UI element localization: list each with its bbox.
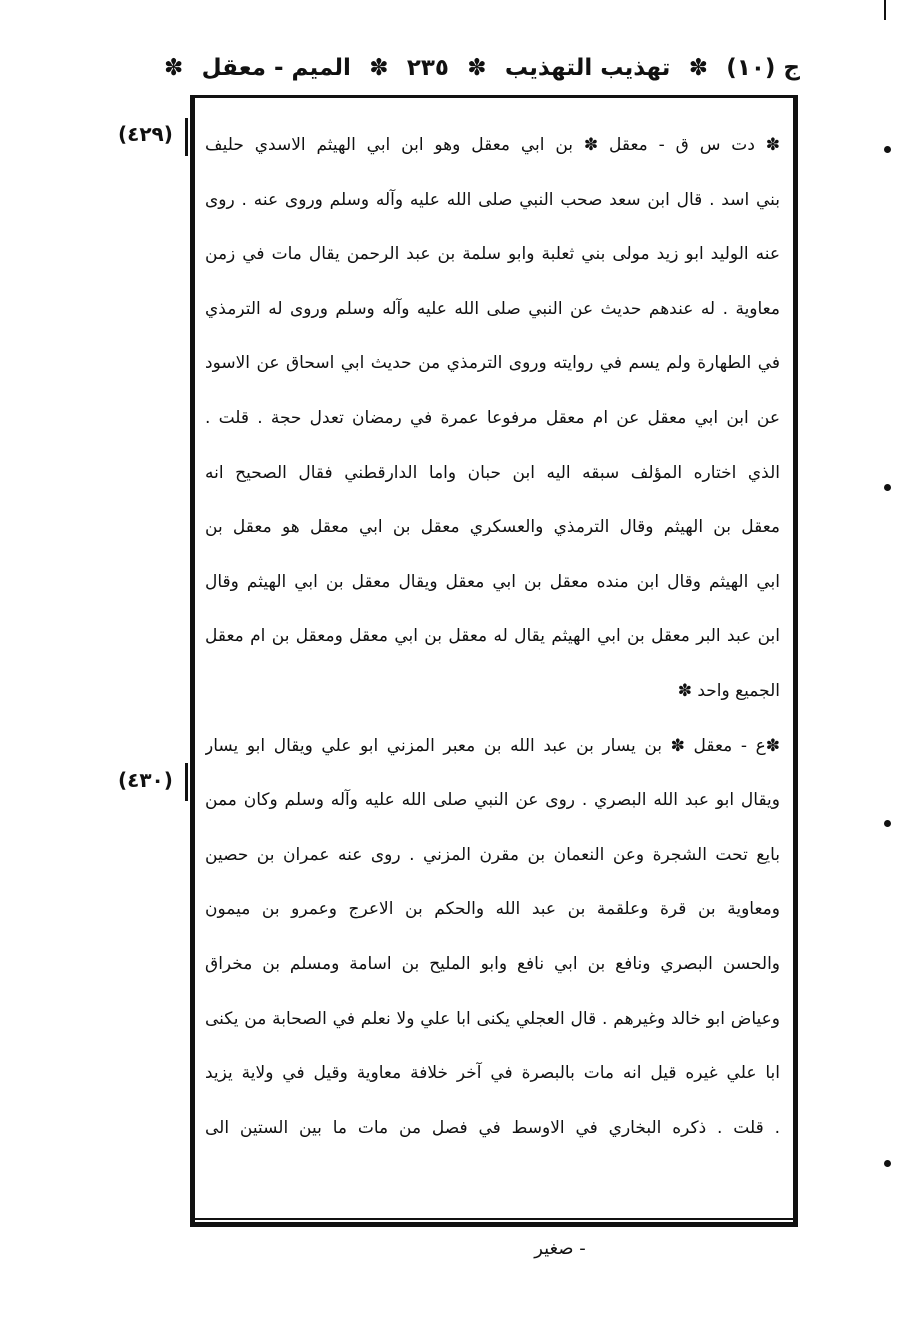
text-line: في الطهارة ولم يسم في روايته وروى الترمذي من حديث ابي اسحاق عن الاسود	[205, 353, 780, 374]
catchword: - صغير	[534, 1238, 586, 1259]
body-text	[205, 118, 780, 1155]
punch-hole-mark	[884, 146, 891, 153]
ornament-icon: ✽	[164, 55, 184, 81]
text-line: ويقال ابو عبد الله البصري . روى عن النبي صلى الله عليه وآله وسلم وكان ممن	[205, 790, 780, 811]
section-title: الميم - معقل	[201, 55, 351, 81]
text-line: عنه الوليد ابو زيد مولى بني ثعلبة وابو سلمة بن عبد الرحمن يقال مات في زمن	[205, 244, 780, 265]
text-line: ابا علي غيره قيل انه مات بالبصرة في آخر خلافة معاوية وقيل في ولاية يزيد	[205, 1063, 780, 1084]
volume-label: ج (١٠)	[726, 55, 800, 81]
text-line: ابي الهيثم وقال ابن منده معقل بن ابي معقل ويقال معقل بن ابي الهيثم وقال	[205, 571, 780, 592]
text-line: معقل بن الهيثم وقال الترمذي والعسكري معقل بن ابي معقل هو معقل بن	[205, 517, 780, 538]
punch-hole-mark	[884, 820, 891, 827]
book-title: تهذيب التهذيب	[504, 55, 671, 81]
text-line: الجميع واحد ✽	[677, 680, 780, 701]
text-line: عن ابن ابي معقل عن ام معقل مرفوعا عمرة في رمضان تعدل حجة . قلت .	[205, 407, 780, 428]
text-line: والحسن البصري ونافع بن ابي نافع وابو المليح بن اسامة ومسلم بن مخراق	[205, 953, 780, 974]
text-line: الذي اختاره المؤلف سبقه اليه ابن حبان واما الدارقطني فقال الصحيح انه	[205, 462, 780, 483]
edge-mark	[884, 0, 886, 20]
text-line: بايع تحت الشجرة وعن النعمان بن مقرن المزني . روى عنه عمران بن حصين	[205, 844, 780, 865]
text-line: . قلت . ذكره البخاري في الاوسط في فصل من مات ما بين الستين الى	[205, 1117, 780, 1138]
text-line: معاوية . له عندهم حديث عن النبي صلى الله عليه وآله وسلم وروى له الترمذي	[205, 298, 780, 319]
margin-bracket-mark	[185, 763, 188, 801]
text-line: ابن عبد البر معقل بن ابي الهيثم يقال له معقل بن ابي معقل ومعقل بن ام معقل	[205, 626, 780, 647]
running-header	[160, 46, 800, 90]
entry-number-430: (٤٣٠)	[118, 768, 173, 792]
text-line: وعياض ابو خالد وغيرهم . قال العجلي يكنى ابا علي ولا نعلم في الصحابة من يكنى	[205, 1008, 780, 1029]
margin-bracket-mark	[185, 118, 188, 156]
punch-hole-mark	[884, 484, 891, 491]
ornament-icon: ✽	[369, 55, 389, 81]
text-line: ومعاوية بن قرة وعلقمة بن عبد الله والحكم بن الاعرج وعمرو بن ميمون	[205, 899, 780, 920]
text-line: بني اسد . قال ابن سعد صحب النبي صلى الله عليه وآله وسلم وروى عنه . روى	[205, 189, 780, 210]
page-frame-bottom-rule	[190, 1218, 798, 1227]
text-line: ✽ع - معقل ✽ بن يسار بن عبد الله بن معبر المزني ابو علي ويقال ابو يسار	[205, 735, 780, 756]
ornament-icon: ✽	[688, 55, 708, 81]
page-number: ٢٣٥	[406, 55, 449, 81]
entry-number-429: (٤٢٩)	[118, 122, 173, 146]
punch-hole-mark	[884, 1160, 891, 1167]
text-line: ✽ دت س ق - معقل ✽ بن ابي معقل وهو ابن ابي الهيثم الاسدي حليف	[205, 135, 780, 155]
ornament-icon: ✽	[467, 55, 487, 81]
